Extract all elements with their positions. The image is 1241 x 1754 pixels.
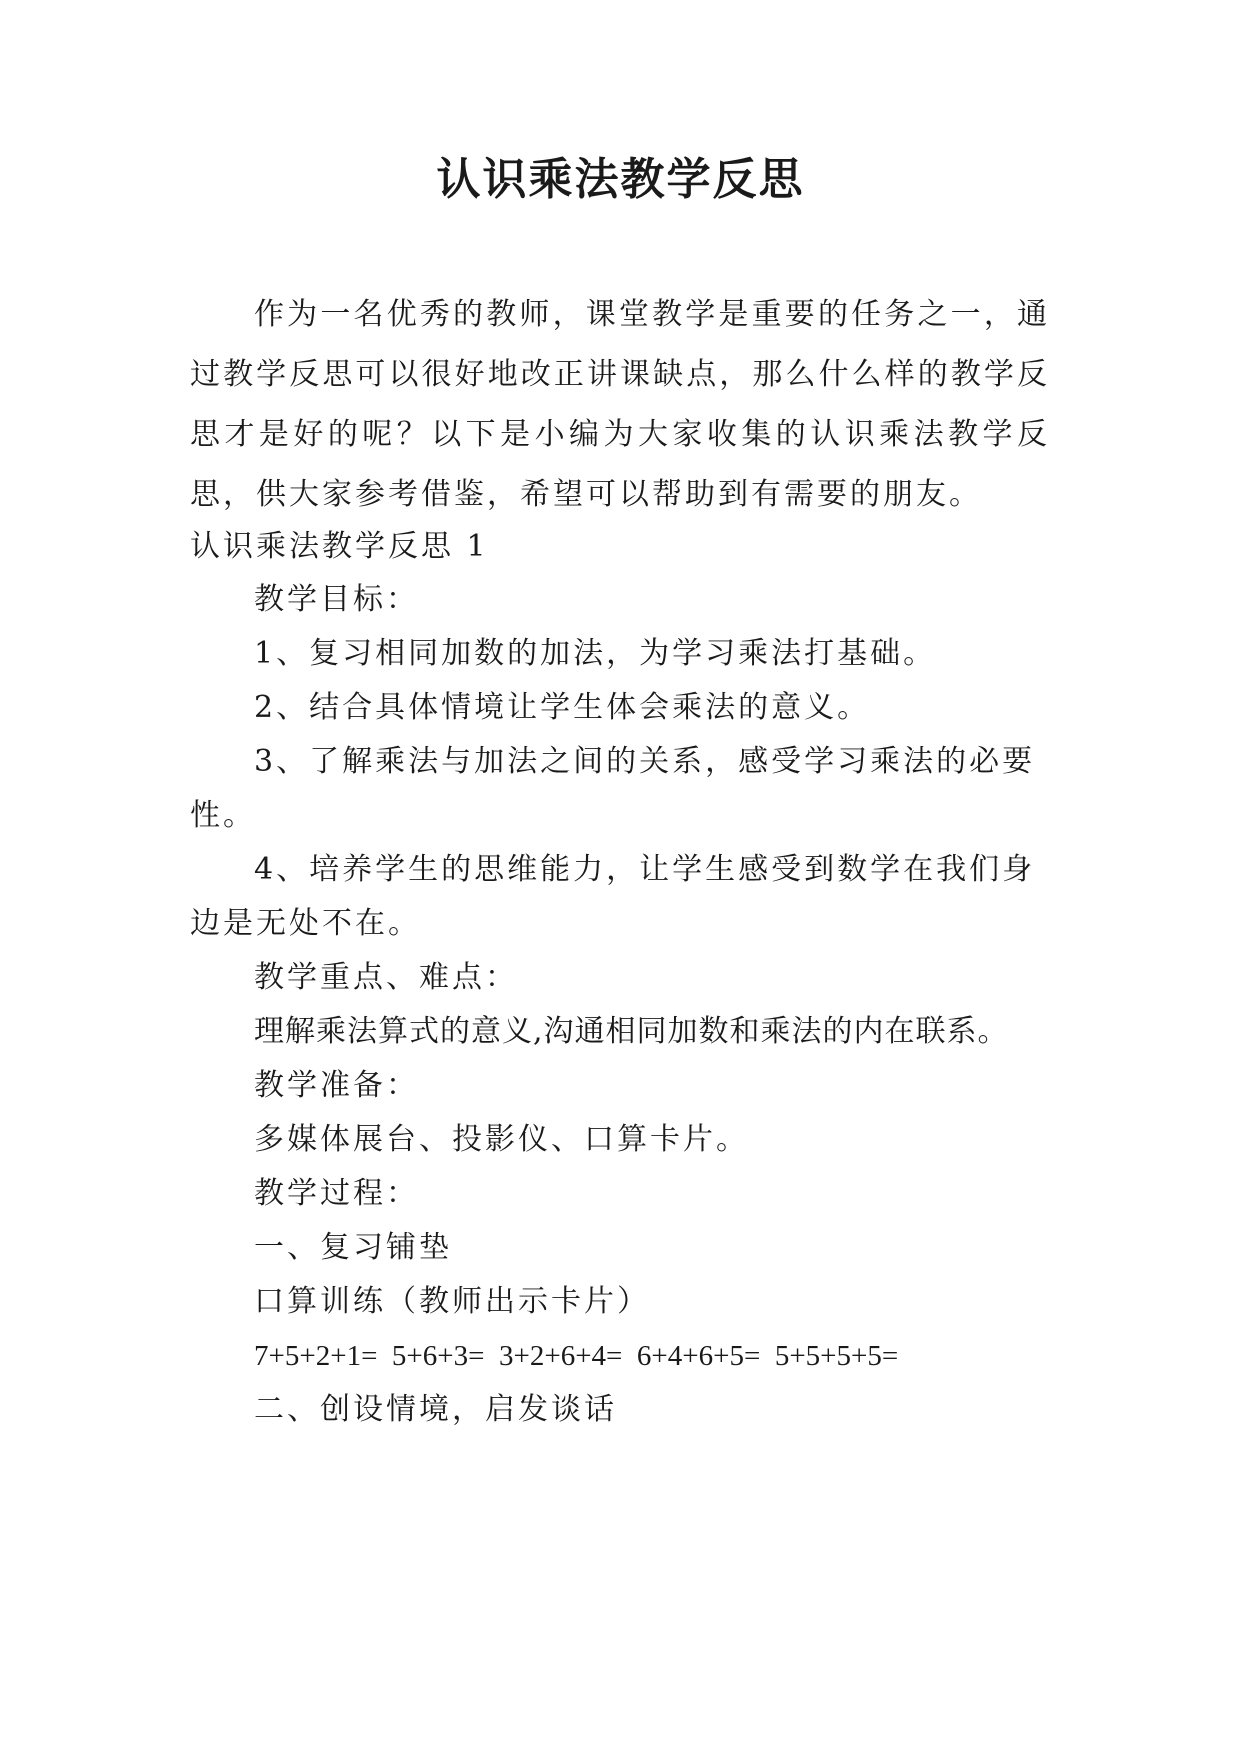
step-2-heading: 二、创设情境，启发谈话 [254, 1392, 617, 1427]
section-heading: 认识乘法教学反思 1 [190, 529, 489, 564]
arithmetic-expressions: 7+5+2+1= 5+6+3= 3+2+6+4= 6+4+6+5= 5+5+5+5= [254, 1340, 899, 1372]
goal-3-line-1: 3、了解乘法与加法之间的关系，感受学习乘法的必要 [254, 744, 1036, 779]
intro-paragraph: 作为一名优秀的教师，课堂教学是重要的任务之一，通过教学反思可以很好地改正讲课缺点，那么什么样的教学反思才是好的呢？以下是小编为大家收集的认识乘法教学反思，供大家参考借鉴，希望可以帮助到有需要的朋友。 [190, 297, 1050, 512]
document-title: 认识乘法教学反思 [436, 154, 805, 205]
goal-4-line-1: 4、培养学生的思维能力，让学生感受到数学在我们身 [254, 852, 1036, 887]
key-points-label: 教学重点、难点： [254, 960, 518, 995]
goal-2: 2、结合具体情境让学生体会乘法的意义。 [254, 690, 871, 725]
process-label: 教学过程： [254, 1176, 419, 1211]
goals-label: 教学目标： [254, 582, 419, 617]
preparation-label: 教学准备： [254, 1068, 419, 1103]
preparation-text: 多媒体展台、投影仪、口算卡片。 [254, 1122, 749, 1157]
key-points-text: 理解乘法算式的意义,沟通相同加数和乘法的内在联系。 [254, 1014, 1009, 1049]
oral-training-line: 口算训练（教师出示卡片） [254, 1284, 650, 1319]
goal-4-line-2: 边是无处不在。 [190, 906, 421, 941]
goal-3-line-2: 性。 [190, 798, 256, 833]
step-1-heading: 一、复习铺垫 [254, 1230, 452, 1265]
goal-1: 1、复习相同加数的加法，为学习乘法打基础。 [254, 636, 937, 671]
